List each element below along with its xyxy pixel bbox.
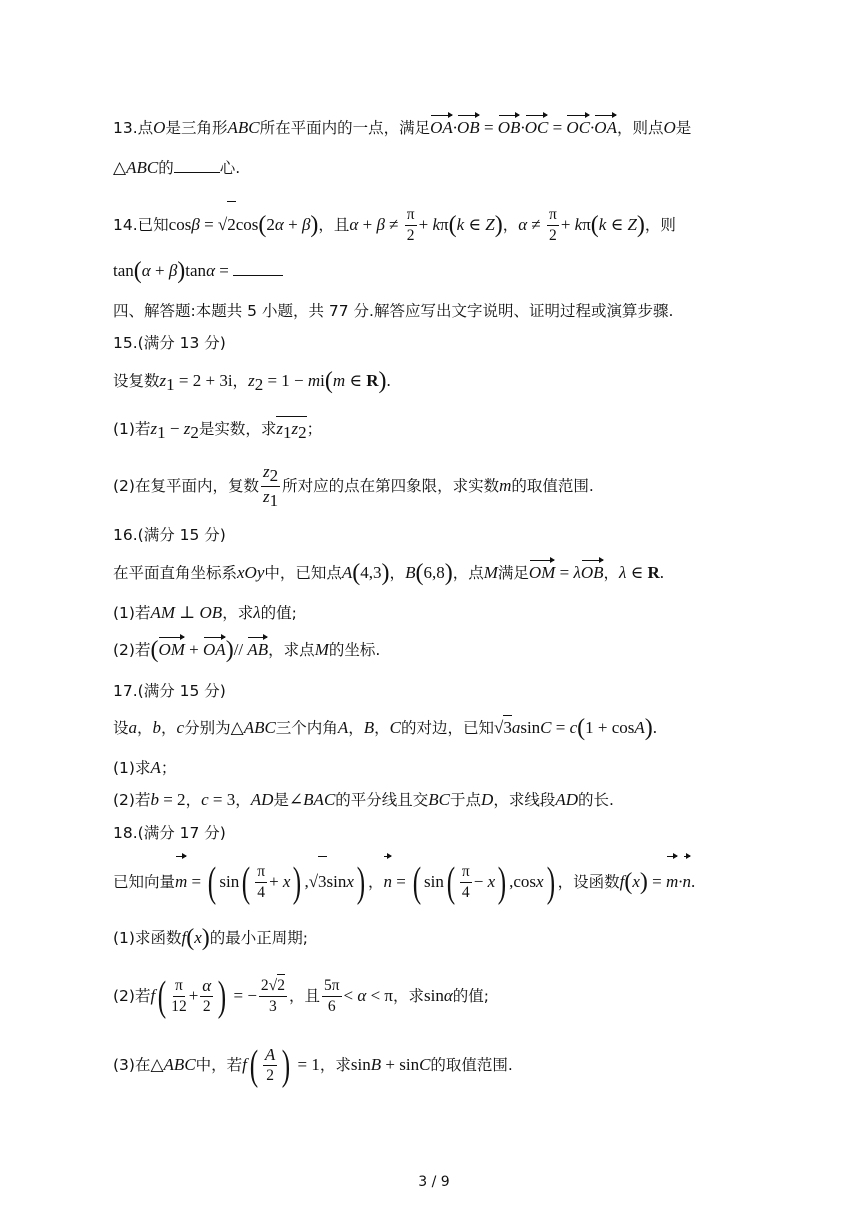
q16-part2: (2)若(OM + OA)// AB，求点M的坐标. — [113, 637, 381, 663]
q18-part2: (2)若f( $\frac{\pi}{12}$ + $\frac{\alpha}{2}$ ) = − $\frac{2√2}{3}$ ，且 $\frac{5\pi}{6}$ < α < π，求sinα的值; — [113, 973, 490, 1020]
q14-line2: tan(α + β)tanα = — [113, 260, 283, 282]
q15-part1: (1)若$z_1 - z_2$是实数，求$z_1z_2$； — [113, 419, 323, 443]
q13-line2: △ABC的 心. — [113, 158, 241, 177]
answer-blank — [174, 158, 220, 173]
section-heading: 四、解答题:本题共 5 小题，共 77 分.解答应写出文字说明、证明过程或演算步骤. — [113, 302, 674, 320]
q17-title: 17.(满分 15 分) — [113, 682, 226, 700]
q16-stem: 在平面直角坐标系xOy中，已知点A(4,3)，B(6,8)，点M满足OM = λOB，λ ∈ R. — [113, 560, 665, 586]
q15-part2: (2)在复平面内，复数 $\frac{z_2}{z_1}$ 所对应的点在第四象限，求实数m的取值范围. — [113, 462, 594, 511]
q17-stem: 设a，b，c分别为△ABC三个内角A，B，C的对边，已知√3asinC = c(1 + cosA). — [113, 715, 658, 741]
q15-stem: 设复数$z_1 = 2 + 3i$，$z_2 = 1 - mi(m$ ∈ R). — [113, 368, 391, 395]
q18-part3: (3)在△ABC中，若f( $\frac{A}{2}$ ) = 1，求sinB + sinC的取值范围. — [113, 1042, 513, 1089]
q18-title: 18.(满分 17 分) — [113, 824, 226, 842]
q14-line1: 14.已知cosβ = √2cos(2α + β)，且α + β ≠ $\frac{\pi}{2}$ + kπ(k ∈ Z)，α ≠ $\frac{\pi}{2}$ + kπ(k ∈ Z)，则 — [113, 203, 676, 247]
q15-title: 15.(满分 13 分) — [113, 334, 226, 352]
page-number: 3 / 9 — [418, 1174, 450, 1190]
q13-line1: 13.点O是三角形ABC所在平面内的一点，满足OA·OB = OB·OC = OC·OA，则点O是 — [113, 118, 692, 137]
q18-part1: (1)求函数f(x)的最小正周期; — [113, 925, 308, 951]
q16-title: 16.(满分 15 分) — [113, 526, 226, 544]
q16-part1: (1)若AM ⊥ OB，求λ的值; — [113, 603, 297, 622]
q18-stem: 已知向量m = ( sin( $\frac{\pi}{4}$ + x) ,√3sinx) ，n = ( sin( $\frac{\pi}{4}$ − x) ,cosx) ，设函数f(x) = m·n. — [113, 859, 696, 906]
answer-blank — [233, 261, 283, 276]
q17-part1: (1)求A； — [113, 758, 177, 777]
q17-part2: (2)若b = 2，c = 3，AD是∠BAC的平分线且交BC于点D，求线段AD的长. — [113, 790, 614, 809]
